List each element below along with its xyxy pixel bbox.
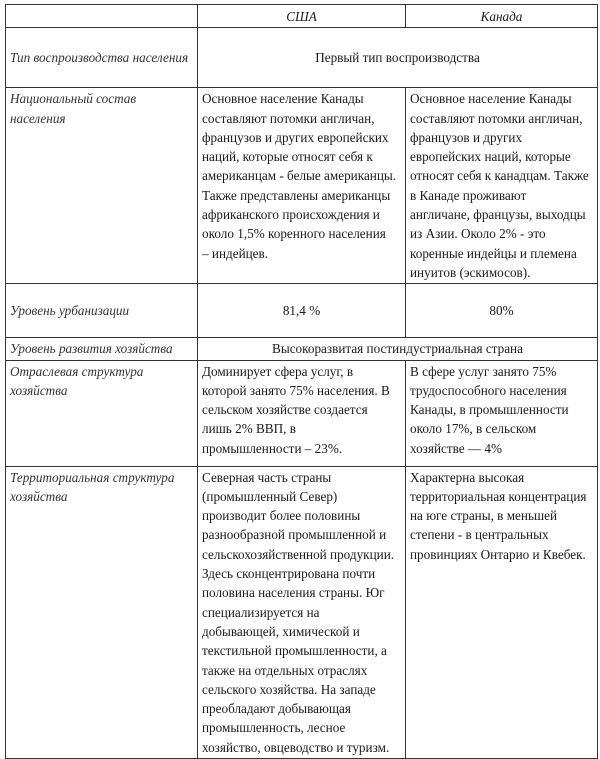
row-label: Уровень урбанизации <box>6 284 198 338</box>
table-row <box>6 28 598 88</box>
merged-value: Высокоразвитая постиндустриальная страна <box>198 338 598 360</box>
row-label: Уровень развития хозяйства <box>6 338 198 360</box>
merged-value: Первый тип воспроизводства <box>198 28 598 88</box>
row-label: Отраслевая структура хозяйства <box>6 360 198 466</box>
canada-value: 80% <box>406 284 598 338</box>
table-row <box>6 360 598 466</box>
row-label: Тип воспроизводства населения <box>6 28 198 88</box>
usa-value: Основное население Канады составляют потомки англичан, французов и других европейских наций, которые относят себя к американцам - белые американцы. Также представлены американцы африканского происхождения и около 1,5% коренного населения – индейцев. <box>198 88 406 284</box>
canada-value: Основное население Канады составляют потомки англичан, французов и других европейских наций, которые относят себя к канадцам. Также в Канаде проживают англичане, французы, выходцы из Азии. Около 2% - это коренные индейцы и племена инуитов (эскимосов). <box>406 88 598 284</box>
usa-value: Северная часть страны (промышленный Север) производит более половины разнообразной промышленной и сельскохозяйственной продукции. Здесь сконцентрирована почти половина населения страны. Юг специализируется на добывающей, химической и текстильной промышленности, а также на отдельных отраслях сельского хозяйства. На западе преобладают добывающая промышленность, лесное хозяйство, овцеводство и туризм. <box>198 466 406 758</box>
row-label: Территориальная структура хозяйства <box>6 466 198 758</box>
header-usa: США <box>198 5 406 28</box>
header-empty-cell <box>6 5 198 28</box>
table-row <box>6 466 598 758</box>
table-row <box>6 338 598 360</box>
comparison-table <box>5 4 598 759</box>
row-label: Национальный состав населения <box>6 88 198 284</box>
header-canada: Канада <box>406 5 598 28</box>
usa-value: Доминирует сфера услуг, в которой занято 75% населения. В сельском хозяйстве создается лишь 2% ВВП, в промышленности – 23%. <box>198 360 406 466</box>
usa-value: 81,4 % <box>198 284 406 338</box>
canada-value: В сфере услуг занято 75% трудоспособного населения Канады, в промышленности около 17%, в сельском хозяйстве — 4% <box>406 360 598 466</box>
table-row <box>6 284 598 338</box>
canada-value: Характерна высокая территориальная концентрация на юге страны, в меньшей степени - в центральных провинциях Онтарио и Квебек. <box>406 466 598 758</box>
table-row <box>6 88 598 284</box>
table-header-row <box>6 5 598 28</box>
